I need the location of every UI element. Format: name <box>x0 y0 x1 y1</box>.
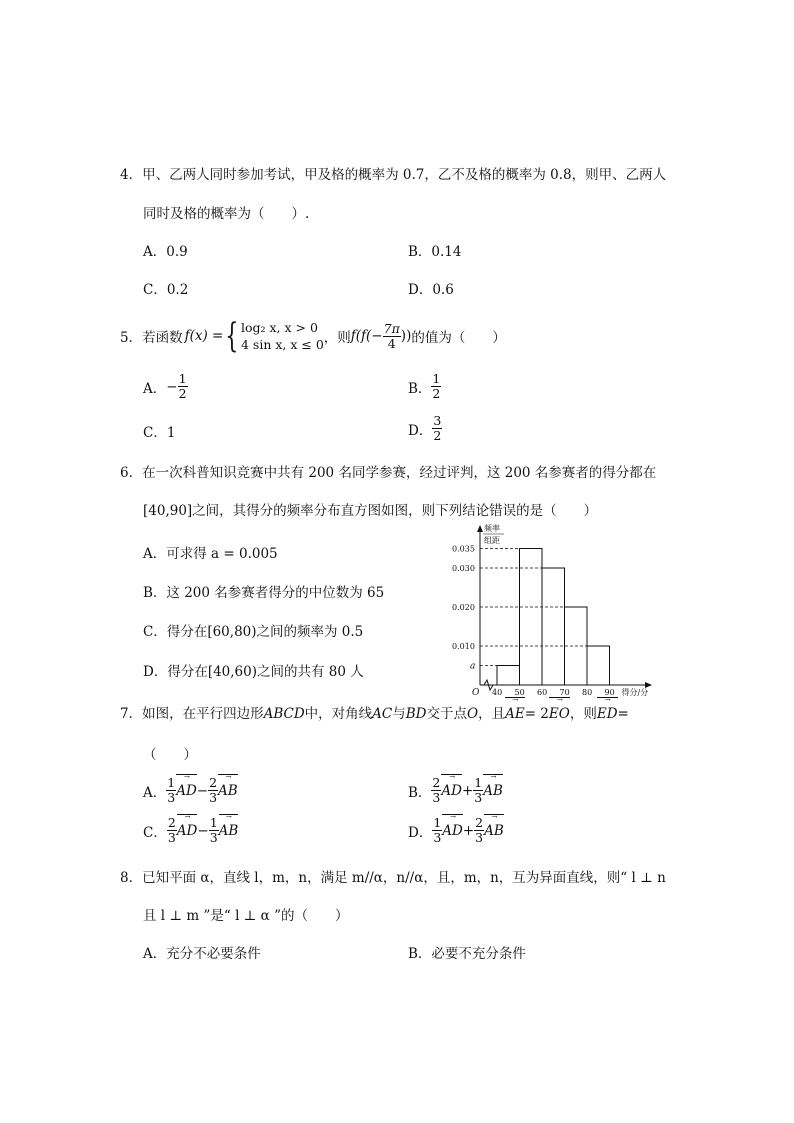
q4-option-c: C．0.2 <box>143 282 189 298</box>
q7-b-vec-ad: → AD <box>441 772 462 799</box>
q7-option-c <box>143 812 239 845</box>
q4-stem-line2: 同时及格的概率为（ ）. <box>143 206 310 222</box>
q5-option-d <box>408 414 442 443</box>
q7-b-d2: 3 <box>474 790 483 805</box>
q5-prefix: 5．若函数 <box>120 330 183 346</box>
q7-b-frac1 <box>431 776 441 805</box>
q7-a-d1: 3 <box>167 790 176 805</box>
q7-b-n2: 1 <box>474 775 483 790</box>
q7-option-b <box>408 772 503 805</box>
q6-option-c: C．得分在[60,80)之间的频率为 0.5 <box>143 624 364 640</box>
q7-c-frac1 <box>167 816 177 845</box>
q5-option-b-frac <box>431 372 441 401</box>
q7-d-frac1 <box>432 816 442 845</box>
q5-d-num: 3 <box>433 413 442 428</box>
q7-b-d1: 3 <box>432 790 441 805</box>
q7-a-n2: 2 <box>209 775 218 790</box>
q5-f1: f(f(− <box>350 328 383 344</box>
q5-option-a-frac <box>178 372 188 401</box>
y-axis-arrow <box>477 525 483 532</box>
q7-a-minus: − <box>196 782 209 799</box>
q5-case1: log₂ x, x > 0 <box>240 320 318 335</box>
q6-stem-line1: 6．在一次科普知识竞赛中共有 200 名同学参赛，经过评判，这 200 名参赛者的得分都在 <box>120 465 657 481</box>
q7-o: O <box>467 706 479 722</box>
q7-a-ab: AB <box>218 782 238 799</box>
q7-vec-ae: → AE <box>505 696 525 722</box>
q7-a-label: A． <box>143 784 167 801</box>
q7-c-ab: AB <box>218 822 239 839</box>
q5-option-b <box>408 372 441 401</box>
q6-option-a: A．可求得 a = 0.005 <box>143 546 278 562</box>
q7-d-vec-ab: → AB <box>484 812 504 839</box>
q7-c-label: C． <box>143 824 167 841</box>
q7-d-label: D． <box>408 824 433 841</box>
x-tick-60: 60 <box>537 688 548 697</box>
q7-b-label: B． <box>408 784 432 801</box>
y-tick-0.035: 0.035 <box>452 544 475 554</box>
q7-c-minus: − <box>197 822 209 839</box>
q7-text-a: 7．如图，在平行四边形 <box>120 706 264 722</box>
q7-bd: BD <box>405 706 427 722</box>
q5-mid: ，则 <box>323 330 351 346</box>
q7-option-d <box>408 812 504 845</box>
q7-c-n2: 1 <box>209 815 218 830</box>
q6-option-b: B．这 200 名参赛者得分的中位数为 65 <box>143 585 385 601</box>
q7-stem-line2: （ ） <box>143 747 197 763</box>
y-tick-a: a <box>470 661 476 672</box>
q7-c-d1: 3 <box>167 830 176 845</box>
bar-[50,60) <box>520 549 543 686</box>
q7-text-d: ，且 <box>478 706 506 722</box>
q7-vec-eo: → EO <box>548 696 570 722</box>
x-tick-40: 40 <box>492 688 503 697</box>
q5-case2: 4 sin x, x ≤ 0 <box>240 337 324 352</box>
q5-option-a-label: A． <box>143 380 167 397</box>
q7-d-ab: AB <box>484 822 504 839</box>
q5-option-d-frac <box>432 414 442 443</box>
y-tick-0.030: 0.030 <box>452 564 475 573</box>
q7-a-n1: 1 <box>167 775 176 790</box>
q8-stem-line2: 且 l ⊥ m ”是“ l ⊥ α ”的（ ） <box>143 908 349 924</box>
q7-a-vec-ab: → AB <box>218 772 238 799</box>
q7-b-ad: AD <box>441 782 462 799</box>
q7-text-e: ，则 <box>569 706 597 722</box>
y-label-bottom: 组距 <box>484 536 500 545</box>
bar-[40,50) <box>497 666 520 686</box>
q7-b-frac2 <box>473 776 483 805</box>
q5-stem <box>120 316 506 356</box>
bar-[80,90] <box>587 646 610 685</box>
q7-d-vec-ad: → AD <box>442 812 463 839</box>
q4-option-a: A．0.9 <box>143 244 188 260</box>
q7-c-frac2 <box>209 816 219 845</box>
q5-brace: { <box>225 316 239 356</box>
y-tick-0.010: 0.010 <box>452 642 475 651</box>
q7-c-vec-ad: → AD <box>176 812 198 839</box>
q7-a-ad: AD <box>176 782 197 799</box>
x-tick-90: 90 <box>604 688 615 697</box>
q7-eq: = <box>617 706 629 722</box>
q7-text-c: 交于点 <box>426 706 468 722</box>
q5-b-den: 2 <box>432 386 441 401</box>
q7-d-d1: 3 <box>433 830 442 845</box>
q7-c-n1: 2 <box>167 815 176 830</box>
q7-yu: 与 <box>392 706 406 722</box>
q7-d-n2: 2 <box>475 815 484 830</box>
q7-eq2: = 2 <box>524 706 549 722</box>
q7-text-b: 中，对角线 <box>304 706 373 722</box>
q8-option-a: A．充分不必要条件 <box>143 946 261 962</box>
q5-b-num: 1 <box>432 371 441 386</box>
q7-c-vec-ab: → AB <box>218 812 239 839</box>
q5-option-a-sign: − <box>166 378 178 395</box>
q7-d-frac2 <box>474 816 484 845</box>
x-tick-70: 70 <box>559 688 570 697</box>
q4-option-b: B．0.14 <box>408 244 462 260</box>
q7-stem-line1 <box>120 696 629 722</box>
q5-option-b-label: B． <box>408 380 432 397</box>
q5-a-den: 2 <box>178 386 187 401</box>
q7-d-n1: 1 <box>433 815 442 830</box>
q7-c-d2: 3 <box>209 830 218 845</box>
q7-a-d2: 3 <box>209 790 218 805</box>
q7-ed: ED <box>596 706 618 722</box>
q5-option-a <box>143 372 188 401</box>
q5-frac-num: 7π <box>383 320 400 336</box>
q7-c-ad: AD <box>176 822 198 839</box>
q5-frac <box>383 322 401 351</box>
q7-eo: EO <box>548 706 570 722</box>
q5-option-d-label: D． <box>408 422 433 439</box>
q7-option-a <box>143 772 238 805</box>
q7-d-ad: AD <box>442 822 463 839</box>
q4-stem-line1: 4．甲、乙两人同时参加考试，甲及格的概率为 0.7，乙不及格的概率为 0.8，则甲、乙两人 <box>120 167 667 183</box>
y-tick-0.020: 0.020 <box>452 603 475 612</box>
y-label-top: 频率 <box>484 524 500 533</box>
q6-option-d: D．得分在[40,60)之间的共有 80 人 <box>143 664 364 680</box>
q5-frac-den: 4 <box>387 335 396 351</box>
x-tick-50: 50 <box>514 688 525 697</box>
q8-stem-line1: 8．已知平面 α，直线 l，m，n，满足 m//α，n//α，且，m，n，互为异面直线，则“ l ⊥ n <box>120 870 666 886</box>
q7-a-vec-ad: → AD <box>176 772 197 799</box>
q7-b-ab: AB <box>483 782 503 799</box>
q5-option-c: C．1 <box>143 425 176 441</box>
q7-d-d2: 3 <box>475 830 484 845</box>
q5-d-den: 2 <box>433 428 442 443</box>
q7-abcd: ABCD <box>263 706 305 722</box>
q7-vec-ed: → ED <box>596 696 618 722</box>
x-tick-80: 80 <box>582 688 593 697</box>
q7-a-frac1 <box>166 776 176 805</box>
q7-b-plus: + <box>461 782 474 799</box>
frequency-histogram <box>440 520 660 700</box>
q5-fx: f(x) = <box>184 328 224 344</box>
q5-a-num: 1 <box>178 371 187 386</box>
x-axis-label: 得分/分 <box>621 688 649 697</box>
origin-label: O <box>472 688 480 698</box>
q7-ae: AE <box>505 706 525 722</box>
q7-d-plus: + <box>462 822 475 839</box>
q5-cases <box>241 319 324 353</box>
q4-option-d: D．0.6 <box>408 282 454 298</box>
q5-suffix: 的值为（ ） <box>411 330 506 346</box>
q8-option-b: B．必要不充分条件 <box>408 946 526 962</box>
q7-a-frac2 <box>208 776 218 805</box>
q7-b-vec-ab: → AB <box>483 772 503 799</box>
q6-stem-line2: [40,90]之间，其得分的频率分布直方图如图，则下列结论错误的是（ ） <box>143 503 598 519</box>
bar-[60,70) <box>542 568 565 685</box>
q7-b-n1: 2 <box>432 775 441 790</box>
q5-close: )) <box>400 328 412 344</box>
q7-ac: AC <box>372 706 393 722</box>
